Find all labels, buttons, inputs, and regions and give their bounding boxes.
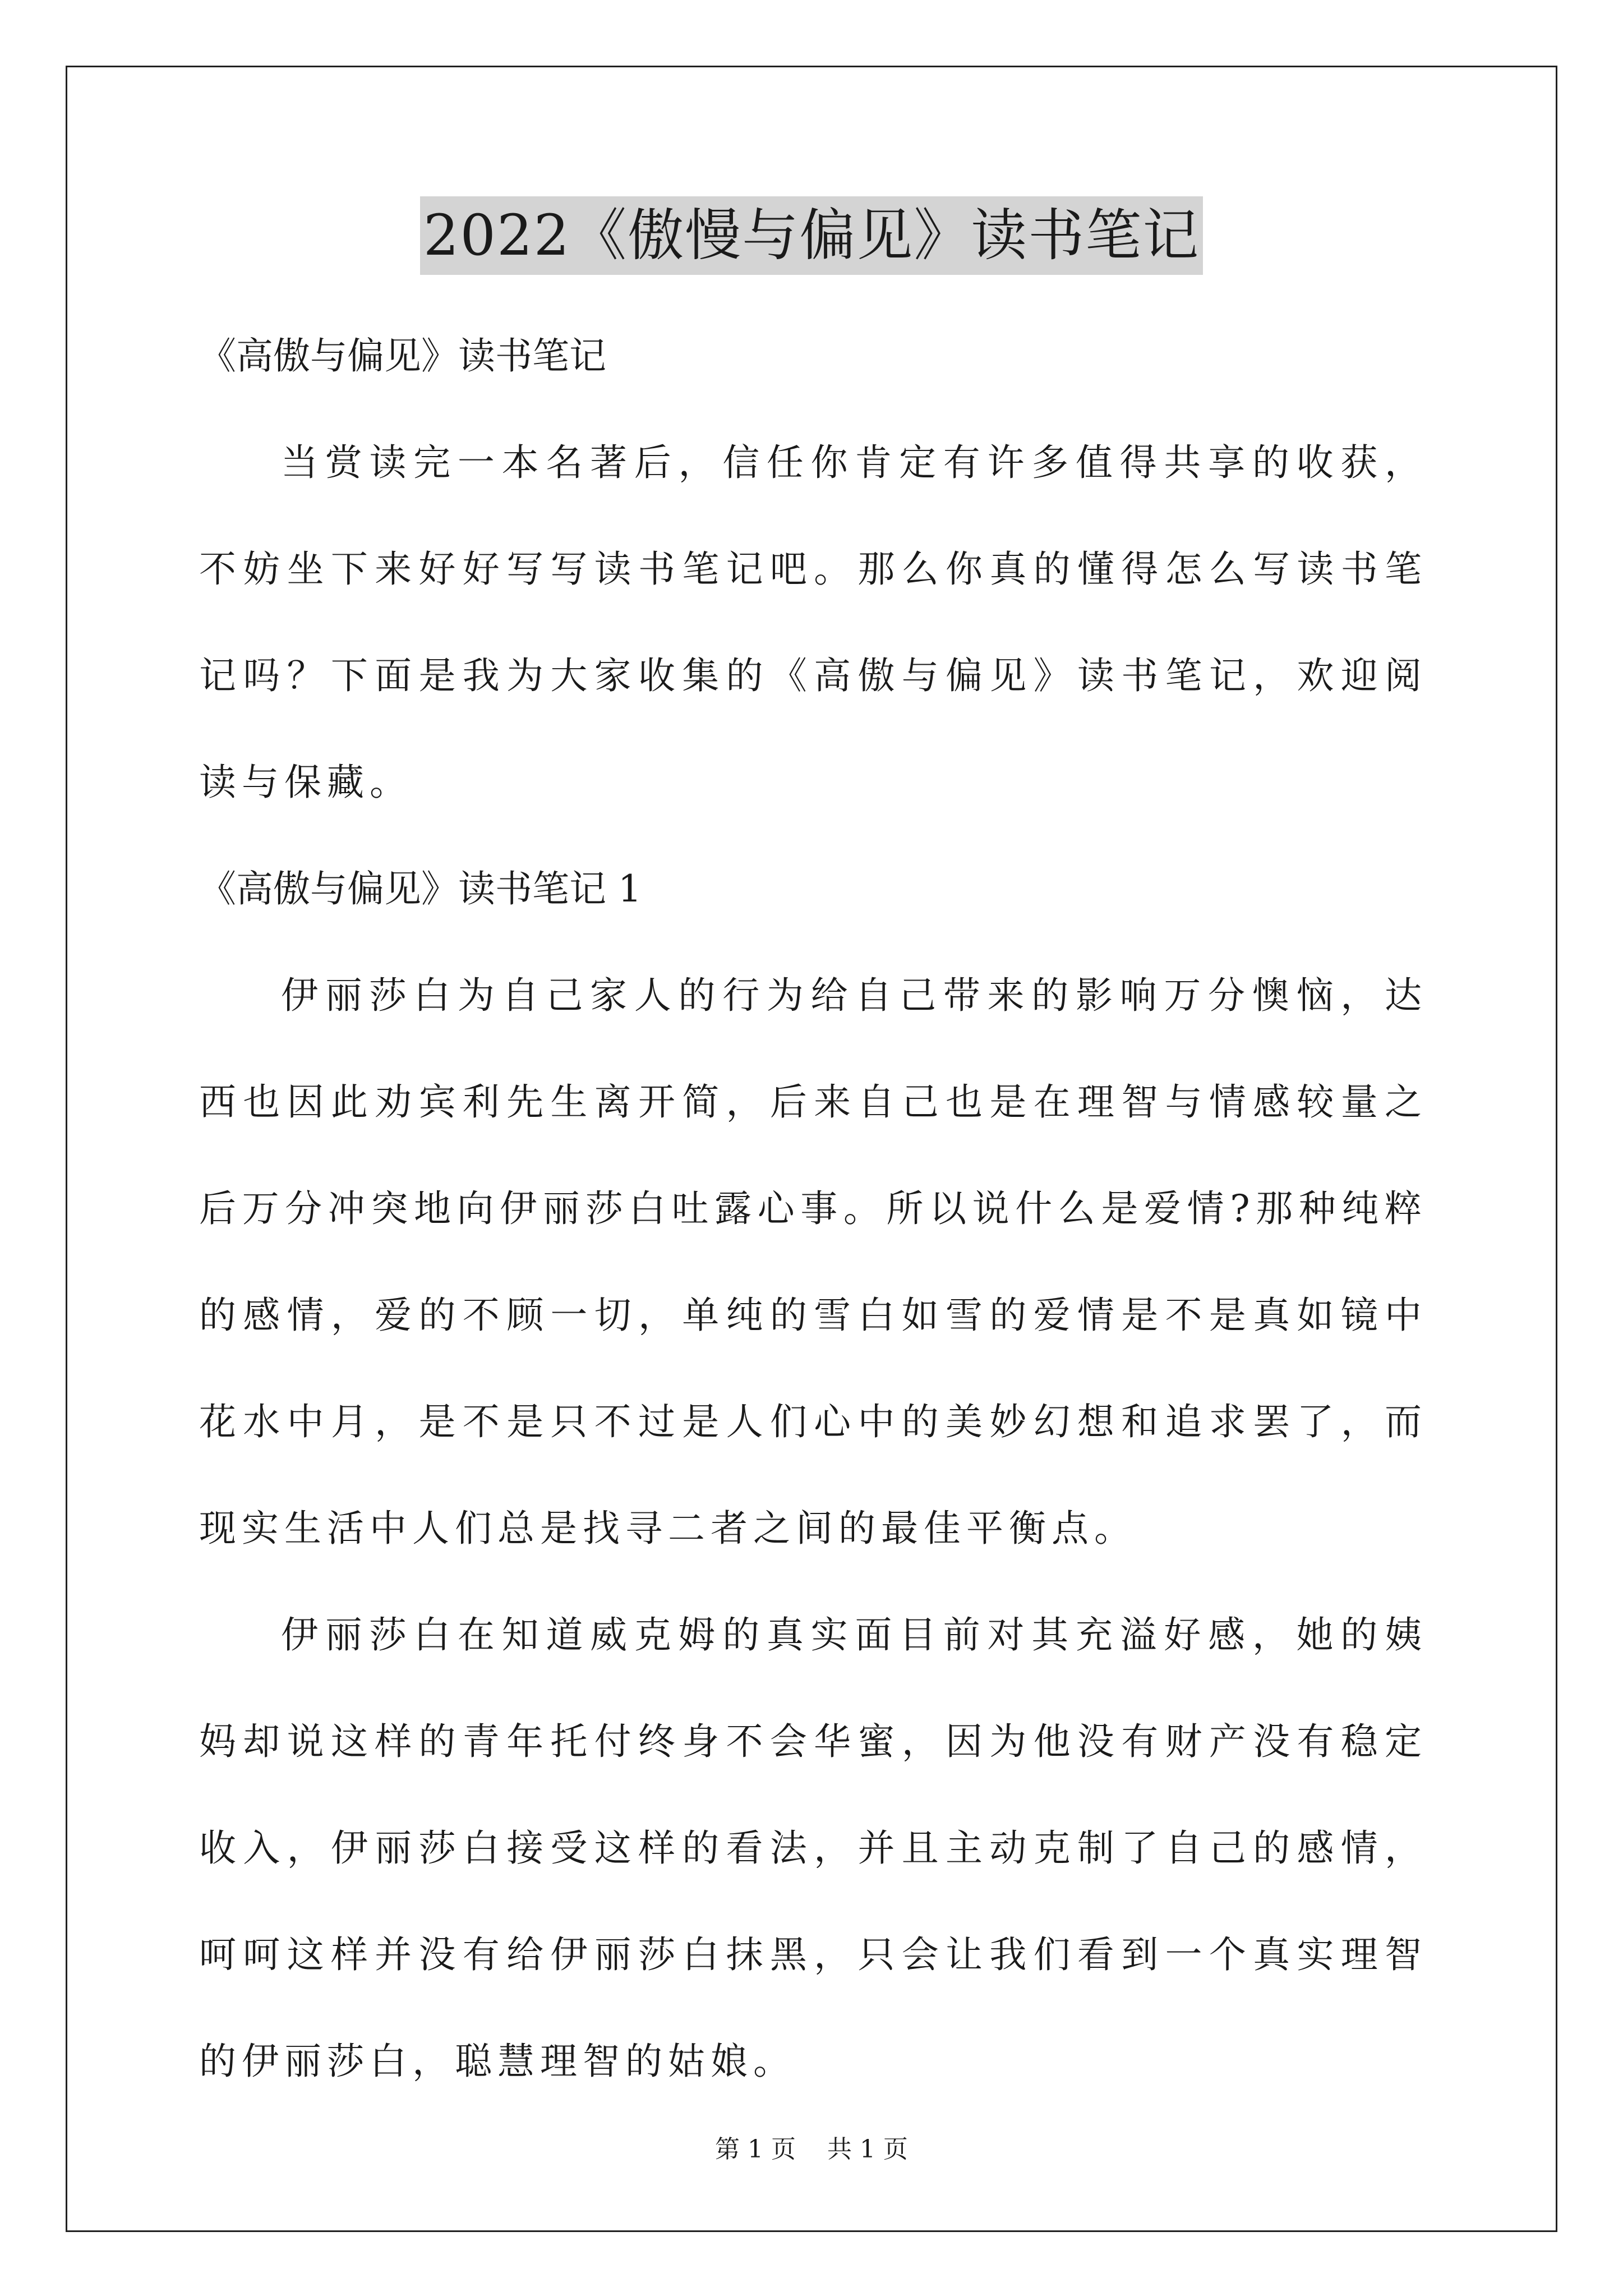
page-footer: 第 1 页 共 1 页 xyxy=(715,2135,908,2164)
document-title: 2022《傲慢与偏见》读书笔记 xyxy=(420,196,1204,275)
section-heading: 《高傲与偏见》读书笔记 xyxy=(199,334,606,378)
body-paragraph: 当赏读完一本名著后，信任你肯定有许多值得共享的收获，不妨坐下来好好写写读书笔记吧。那么你真的懂得怎么写读书笔记吗？下面是我为大家收集的《高傲与偏见》读书笔记，欢迎阅读与保藏。 xyxy=(199,441,1427,804)
body-paragraph: 伊丽莎白在知道威克姆的真实面目前对其充溢好感，她的姨妈却说这样的青年托付终身不会华蜜，因为他没有财产没有稳定收入，伊丽莎白接受这样的看法，并且主动克制了自己的感情，呵呵这样并没有给伊丽莎白抹黑，只会让我们看到一个真实理智的伊丽莎白，聪慧理智的姑娘。 xyxy=(199,1613,1427,2083)
body-paragraph: 伊丽莎白为自己家人的行为给自己带来的影响万分懊恼，达西也因此劝宾利先生离开简，后来自己也是在理智与情感较量之后万分冲突地向伊丽莎白吐露心事。所以说什么是爱情?那种纯粹的感情，爱的不顾一切，单纯的雪白如雪的爱情是不是真如镜中花水中月，是不是只不过是人们心中的美妙幻想和追求罢了，而现实生活中人们总是找寻二者之间的最佳平衡点。 xyxy=(199,974,1427,1550)
document-body xyxy=(199,303,1427,2115)
title-container xyxy=(0,196,1623,275)
section-heading: 《高傲与偏见》读书笔记 1 xyxy=(199,867,642,910)
